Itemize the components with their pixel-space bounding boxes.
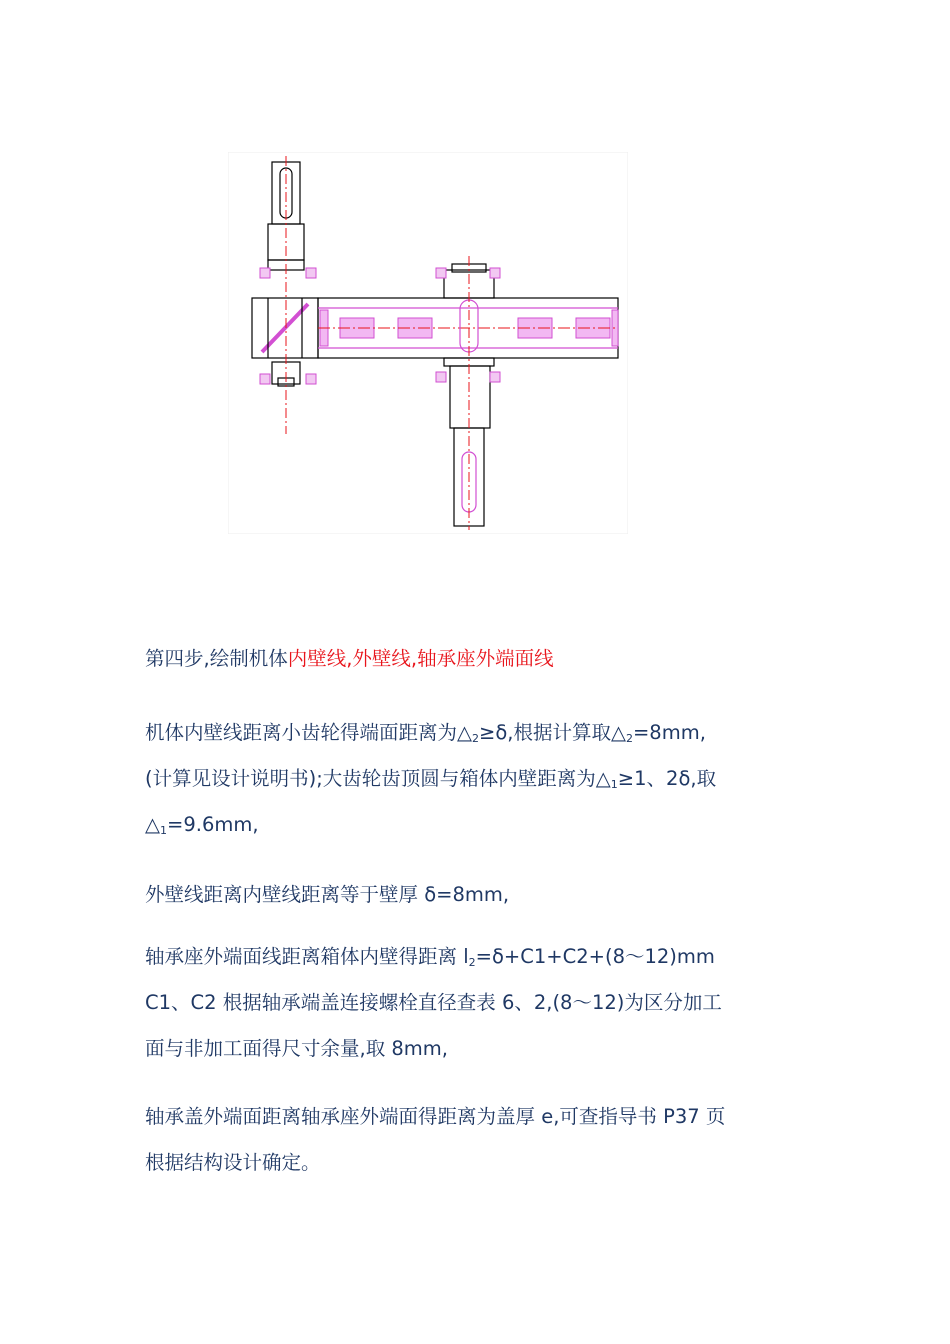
paragraph-2: 外壁线距离内壁线距离等于壁厚 δ=8mm, [145, 883, 510, 906]
para1-text-5: ≥1、2δ,取 [617, 767, 717, 790]
para1-text-2: ≥δ,根据计算取△ [479, 721, 626, 744]
para1-text-3: =8mm, [632, 721, 706, 744]
heading-prefix: 第四步,绘制机体 [145, 647, 288, 670]
paragraph-1 [145, 710, 825, 848]
para3-sub-1: 2 [468, 956, 476, 969]
para3-line-3: 面与非加工面得尺寸余量,取 8mm, [145, 1037, 448, 1060]
para1-text-1: 机体内壁线距离小齿轮得端面距离为△ [145, 721, 472, 744]
para1-text-4: (计算见设计说明书);大齿轮齿顶圆与箱体内壁距离为△ [145, 767, 611, 790]
gearbox-drawing [228, 152, 628, 534]
heading-highlight: 内壁线,外壁线,轴承座外端面线 [287, 647, 554, 670]
para1-sub-4: 1 [160, 824, 167, 837]
para1-sub-2: 2 [625, 732, 633, 745]
paragraph-3 [145, 934, 825, 1072]
para1-text-6: △ [145, 813, 160, 836]
para4-line-1: 轴承盖外端面距离轴承座外端面得距离为盖厚 e,可查指导书 P37 页 [145, 1105, 726, 1128]
para3-line-2: C1、C2 根据轴承端盖连接螺栓直径查表 6、2,(8～12)为区分加工 [145, 991, 722, 1014]
para1-sub-1: 2 [472, 732, 479, 745]
para4-line-2: 根据结构设计确定。 [145, 1151, 321, 1174]
para1-sub-3: 1 [610, 778, 618, 791]
para3-text-1: 轴承座外端面线距离箱体内壁得距离 l [145, 945, 469, 968]
para1-text-7: =9.6mm, [167, 813, 259, 836]
step-heading [145, 636, 825, 682]
para3-text-2: =δ+C1+C2+(8～12)mm [475, 945, 715, 968]
paragraph-4 [145, 1094, 825, 1186]
